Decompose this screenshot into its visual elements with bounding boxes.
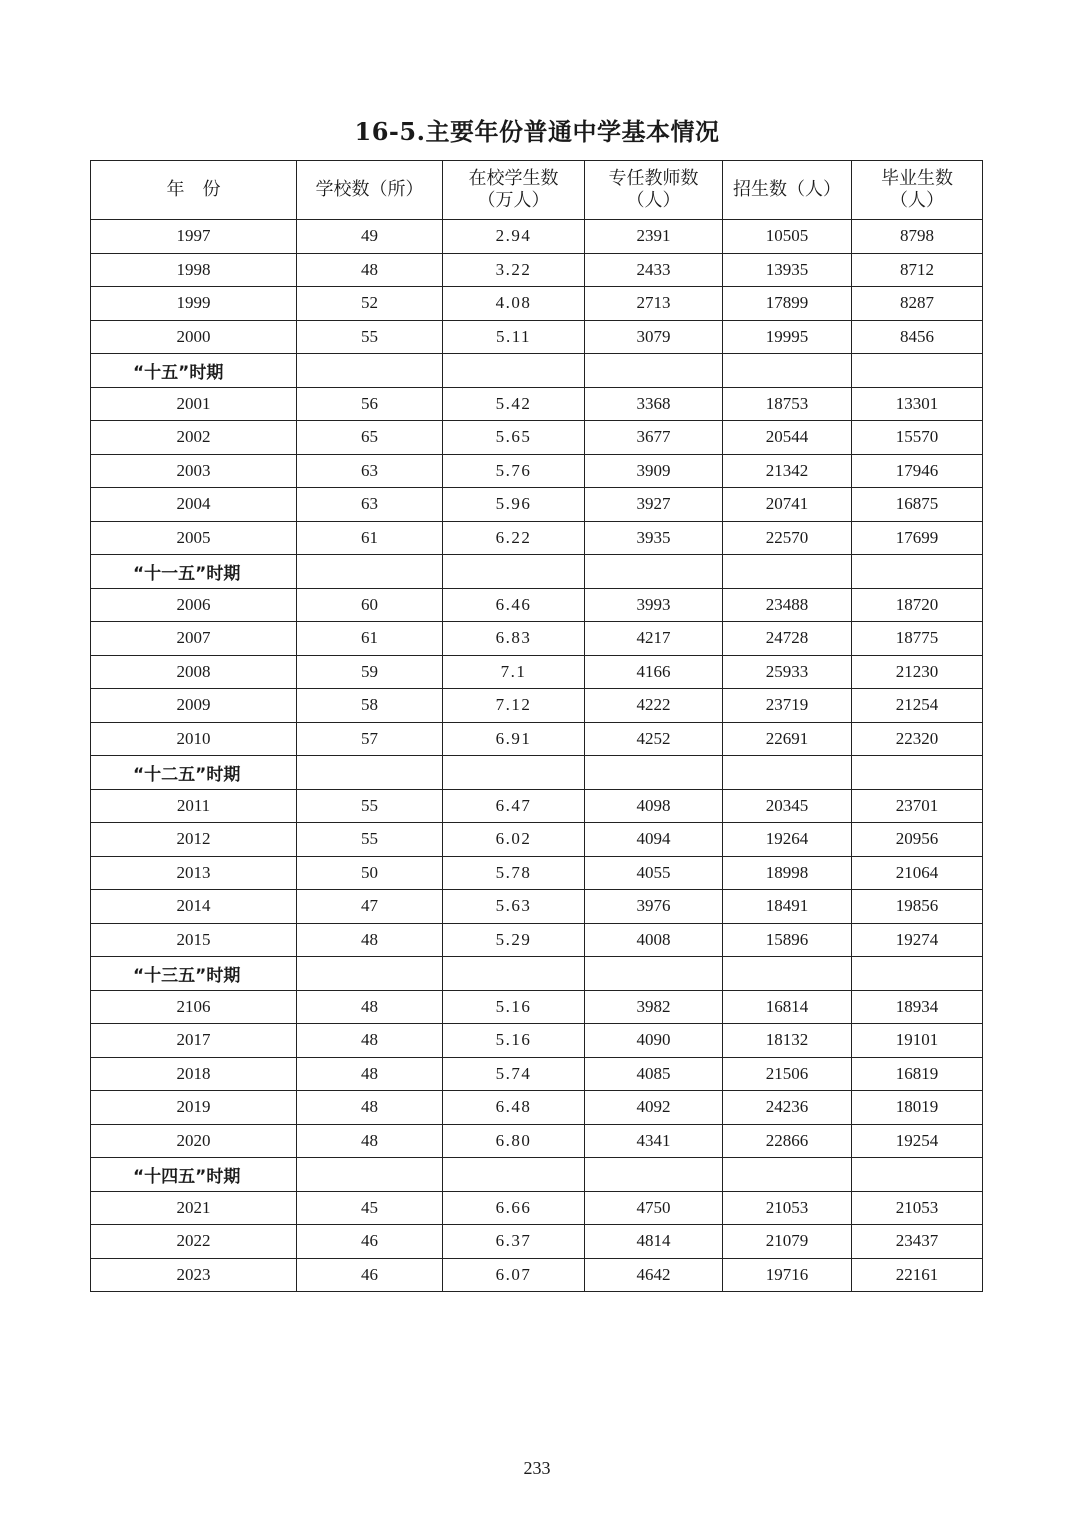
- cell-year: 2012: [91, 823, 297, 857]
- header-students: 在校学生数（万人）: [443, 161, 585, 220]
- cell-enrollment: 19716: [723, 1258, 852, 1292]
- cell-year: 2022: [91, 1225, 297, 1259]
- cell-year: 1997: [91, 220, 297, 254]
- cell-schools: 48: [297, 1024, 443, 1058]
- cell-schools: 59: [297, 655, 443, 689]
- cell-teachers: 4008: [585, 923, 723, 957]
- cell-year: 2013: [91, 856, 297, 890]
- cell-graduates: 23701: [852, 789, 983, 823]
- cell-schools: 46: [297, 1225, 443, 1259]
- cell-students: 7.1: [443, 655, 585, 689]
- cell-enrollment: 22570: [723, 521, 852, 555]
- cell-enrollment: 18998: [723, 856, 852, 890]
- cell-students: 5.16: [443, 990, 585, 1024]
- cell-students: 5.63: [443, 890, 585, 924]
- cell-graduates: 17946: [852, 454, 983, 488]
- cell-students: 6.22: [443, 521, 585, 555]
- table-row: [91, 890, 983, 924]
- period-row: [91, 354, 983, 388]
- table-row: [91, 1191, 983, 1225]
- cell-schools: 45: [297, 1191, 443, 1225]
- cell-graduates: 16819: [852, 1057, 983, 1091]
- table-row: [91, 220, 983, 254]
- cell-teachers: 3976: [585, 890, 723, 924]
- cell-enrollment: 21053: [723, 1191, 852, 1225]
- cell-schools: 48: [297, 1057, 443, 1091]
- empty-cell: [443, 957, 585, 991]
- cell-enrollment: 20544: [723, 421, 852, 455]
- header-graduates: 毕业生数（人）: [852, 161, 983, 220]
- table-row: [91, 689, 983, 723]
- cell-graduates: 20956: [852, 823, 983, 857]
- cell-students: 5.76: [443, 454, 585, 488]
- cell-year: 2001: [91, 387, 297, 421]
- empty-cell: [443, 354, 585, 388]
- cell-teachers: 3993: [585, 588, 723, 622]
- period-row: [91, 957, 983, 991]
- cell-enrollment: 24236: [723, 1091, 852, 1125]
- table-row: [91, 1091, 983, 1125]
- empty-cell: [297, 555, 443, 589]
- cell-year: 2011: [91, 789, 297, 823]
- cell-teachers: 4166: [585, 655, 723, 689]
- cell-year: 2023: [91, 1258, 297, 1292]
- period-label: “十一五”时期: [91, 555, 297, 589]
- cell-schools: 55: [297, 320, 443, 354]
- cell-graduates: 21230: [852, 655, 983, 689]
- table-row: [91, 1057, 983, 1091]
- cell-schools: 56: [297, 387, 443, 421]
- cell-enrollment: 25933: [723, 655, 852, 689]
- table-row: [91, 1225, 983, 1259]
- cell-year: 2015: [91, 923, 297, 957]
- cell-teachers: 4055: [585, 856, 723, 890]
- cell-year: 2021: [91, 1191, 297, 1225]
- cell-students: 6.83: [443, 622, 585, 656]
- period-row: [91, 1158, 983, 1192]
- empty-cell: [852, 555, 983, 589]
- cell-schools: 63: [297, 488, 443, 522]
- table-row: [91, 1124, 983, 1158]
- cell-teachers: 2391: [585, 220, 723, 254]
- cell-schools: 48: [297, 1124, 443, 1158]
- cell-graduates: 13301: [852, 387, 983, 421]
- cell-year: 2019: [91, 1091, 297, 1125]
- cell-schools: 57: [297, 722, 443, 756]
- cell-teachers: 3079: [585, 320, 723, 354]
- cell-teachers: 3927: [585, 488, 723, 522]
- cell-enrollment: 10505: [723, 220, 852, 254]
- cell-graduates: 8287: [852, 287, 983, 321]
- empty-cell: [297, 957, 443, 991]
- cell-year: 2020: [91, 1124, 297, 1158]
- cell-graduates: 21053: [852, 1191, 983, 1225]
- cell-graduates: 16875: [852, 488, 983, 522]
- cell-enrollment: 17899: [723, 287, 852, 321]
- cell-students: 5.78: [443, 856, 585, 890]
- period-row: [91, 756, 983, 790]
- cell-students: 6.91: [443, 722, 585, 756]
- period-label: “十五”时期: [91, 354, 297, 388]
- empty-cell: [585, 1158, 723, 1192]
- cell-graduates: 21254: [852, 689, 983, 723]
- empty-cell: [297, 756, 443, 790]
- cell-teachers: 2433: [585, 253, 723, 287]
- table-row: [91, 253, 983, 287]
- table-row: [91, 320, 983, 354]
- cell-enrollment: 20345: [723, 789, 852, 823]
- cell-graduates: 8456: [852, 320, 983, 354]
- cell-graduates: 22161: [852, 1258, 983, 1292]
- cell-year: 1998: [91, 253, 297, 287]
- period-label: “十二五”时期: [91, 756, 297, 790]
- cell-students: 5.42: [443, 387, 585, 421]
- empty-cell: [852, 354, 983, 388]
- cell-enrollment: 23488: [723, 588, 852, 622]
- table-body: [91, 220, 983, 1292]
- cell-teachers: 3909: [585, 454, 723, 488]
- cell-teachers: 3982: [585, 990, 723, 1024]
- cell-schools: 48: [297, 253, 443, 287]
- cell-enrollment: 21506: [723, 1057, 852, 1091]
- empty-cell: [852, 957, 983, 991]
- cell-teachers: 3935: [585, 521, 723, 555]
- cell-teachers: 4642: [585, 1258, 723, 1292]
- cell-teachers: 3368: [585, 387, 723, 421]
- cell-graduates: 21064: [852, 856, 983, 890]
- cell-teachers: 4090: [585, 1024, 723, 1058]
- cell-schools: 60: [297, 588, 443, 622]
- cell-teachers: 3677: [585, 421, 723, 455]
- empty-cell: [585, 555, 723, 589]
- cell-year: 2000: [91, 320, 297, 354]
- cell-schools: 55: [297, 789, 443, 823]
- header-year: 年 份: [91, 161, 297, 220]
- cell-schools: 49: [297, 220, 443, 254]
- cell-students: 6.66: [443, 1191, 585, 1225]
- cell-schools: 65: [297, 421, 443, 455]
- table-row: [91, 588, 983, 622]
- cell-graduates: 19101: [852, 1024, 983, 1058]
- cell-students: 2.94: [443, 220, 585, 254]
- cell-teachers: 4750: [585, 1191, 723, 1225]
- empty-cell: [585, 354, 723, 388]
- cell-students: 5.29: [443, 923, 585, 957]
- empty-cell: [297, 354, 443, 388]
- cell-graduates: 18775: [852, 622, 983, 656]
- table-row: [91, 1258, 983, 1292]
- cell-students: 6.07: [443, 1258, 585, 1292]
- cell-enrollment: 18753: [723, 387, 852, 421]
- cell-students: 6.48: [443, 1091, 585, 1125]
- header-row: [91, 161, 983, 220]
- school-statistics-table: [90, 160, 983, 1292]
- empty-cell: [723, 756, 852, 790]
- cell-graduates: 18019: [852, 1091, 983, 1125]
- cell-schools: 48: [297, 1091, 443, 1125]
- cell-enrollment: 18491: [723, 890, 852, 924]
- cell-students: 6.46: [443, 588, 585, 622]
- empty-cell: [443, 1158, 585, 1192]
- period-label: “十四五”时期: [91, 1158, 297, 1192]
- empty-cell: [585, 756, 723, 790]
- cell-enrollment: 22866: [723, 1124, 852, 1158]
- cell-year: 2106: [91, 990, 297, 1024]
- cell-enrollment: 21079: [723, 1225, 852, 1259]
- cell-schools: 46: [297, 1258, 443, 1292]
- empty-cell: [723, 957, 852, 991]
- empty-cell: [852, 1158, 983, 1192]
- cell-schools: 48: [297, 990, 443, 1024]
- table-row: [91, 856, 983, 890]
- period-row: [91, 555, 983, 589]
- cell-schools: 55: [297, 823, 443, 857]
- header-enrollment: 招生数（人）: [723, 161, 852, 220]
- cell-schools: 63: [297, 454, 443, 488]
- cell-year: 2004: [91, 488, 297, 522]
- table-row: [91, 387, 983, 421]
- table-row: [91, 923, 983, 957]
- empty-cell: [443, 555, 585, 589]
- table-row: [91, 1024, 983, 1058]
- table-row: [91, 823, 983, 857]
- cell-year: 2003: [91, 454, 297, 488]
- cell-graduates: 17699: [852, 521, 983, 555]
- table-row: [91, 622, 983, 656]
- cell-teachers: 2713: [585, 287, 723, 321]
- cell-year: 2005: [91, 521, 297, 555]
- cell-year: 2018: [91, 1057, 297, 1091]
- cell-graduates: 19856: [852, 890, 983, 924]
- table-row: [91, 990, 983, 1024]
- empty-cell: [585, 957, 723, 991]
- page-number: 233: [523, 1458, 551, 1478]
- cell-teachers: 4814: [585, 1225, 723, 1259]
- cell-graduates: 8712: [852, 253, 983, 287]
- cell-teachers: 4085: [585, 1057, 723, 1091]
- table-row: [91, 655, 983, 689]
- cell-enrollment: 19264: [723, 823, 852, 857]
- table-row: [91, 421, 983, 455]
- table-row: [91, 521, 983, 555]
- empty-cell: [443, 756, 585, 790]
- cell-enrollment: 19995: [723, 320, 852, 354]
- empty-cell: [723, 354, 852, 388]
- cell-graduates: 22320: [852, 722, 983, 756]
- cell-year: 2009: [91, 689, 297, 723]
- cell-teachers: 4341: [585, 1124, 723, 1158]
- cell-year: 2010: [91, 722, 297, 756]
- cell-graduates: 15570: [852, 421, 983, 455]
- empty-cell: [297, 1158, 443, 1192]
- period-label: “十三五”时期: [91, 957, 297, 991]
- cell-enrollment: 23719: [723, 689, 852, 723]
- table-header: [91, 161, 983, 220]
- cell-enrollment: 18132: [723, 1024, 852, 1058]
- cell-schools: 61: [297, 521, 443, 555]
- cell-graduates: 19254: [852, 1124, 983, 1158]
- cell-graduates: 19274: [852, 923, 983, 957]
- table-row: [91, 488, 983, 522]
- cell-students: 4.08: [443, 287, 585, 321]
- cell-schools: 50: [297, 856, 443, 890]
- cell-graduates: 23437: [852, 1225, 983, 1259]
- cell-teachers: 4098: [585, 789, 723, 823]
- cell-graduates: 18720: [852, 588, 983, 622]
- header-teachers: 专任教师数（人）: [585, 161, 723, 220]
- table-row: [91, 789, 983, 823]
- cell-students: 6.37: [443, 1225, 585, 1259]
- cell-year: 1999: [91, 287, 297, 321]
- empty-cell: [723, 1158, 852, 1192]
- cell-schools: 61: [297, 622, 443, 656]
- cell-schools: 58: [297, 689, 443, 723]
- cell-students: 6.02: [443, 823, 585, 857]
- cell-graduates: 18934: [852, 990, 983, 1024]
- cell-year: 2007: [91, 622, 297, 656]
- cell-year: 2008: [91, 655, 297, 689]
- cell-students: 5.16: [443, 1024, 585, 1058]
- cell-teachers: 4094: [585, 823, 723, 857]
- cell-students: 6.47: [443, 789, 585, 823]
- table-row: [91, 722, 983, 756]
- page-title: 16-5.主要年份普通中学基本情况: [354, 117, 720, 146]
- cell-schools: 47: [297, 890, 443, 924]
- cell-teachers: 4222: [585, 689, 723, 723]
- table-row: [91, 287, 983, 321]
- cell-students: 7.12: [443, 689, 585, 723]
- cell-year: 2006: [91, 588, 297, 622]
- empty-cell: [852, 756, 983, 790]
- cell-enrollment: 13935: [723, 253, 852, 287]
- cell-students: 5.11: [443, 320, 585, 354]
- cell-enrollment: 21342: [723, 454, 852, 488]
- empty-cell: [723, 555, 852, 589]
- cell-schools: 52: [297, 287, 443, 321]
- cell-students: 5.96: [443, 488, 585, 522]
- cell-enrollment: 15896: [723, 923, 852, 957]
- cell-schools: 48: [297, 923, 443, 957]
- table-row: [91, 454, 983, 488]
- cell-year: 2017: [91, 1024, 297, 1058]
- cell-year: 2002: [91, 421, 297, 455]
- cell-students: 5.74: [443, 1057, 585, 1091]
- cell-enrollment: 16814: [723, 990, 852, 1024]
- cell-enrollment: 24728: [723, 622, 852, 656]
- cell-enrollment: 20741: [723, 488, 852, 522]
- cell-graduates: 8798: [852, 220, 983, 254]
- cell-enrollment: 22691: [723, 722, 852, 756]
- header-schools: 学校数（所）: [297, 161, 443, 220]
- cell-year: 2014: [91, 890, 297, 924]
- cell-teachers: 4252: [585, 722, 723, 756]
- cell-students: 6.80: [443, 1124, 585, 1158]
- cell-teachers: 4217: [585, 622, 723, 656]
- cell-students: 5.65: [443, 421, 585, 455]
- cell-teachers: 4092: [585, 1091, 723, 1125]
- cell-students: 3.22: [443, 253, 585, 287]
